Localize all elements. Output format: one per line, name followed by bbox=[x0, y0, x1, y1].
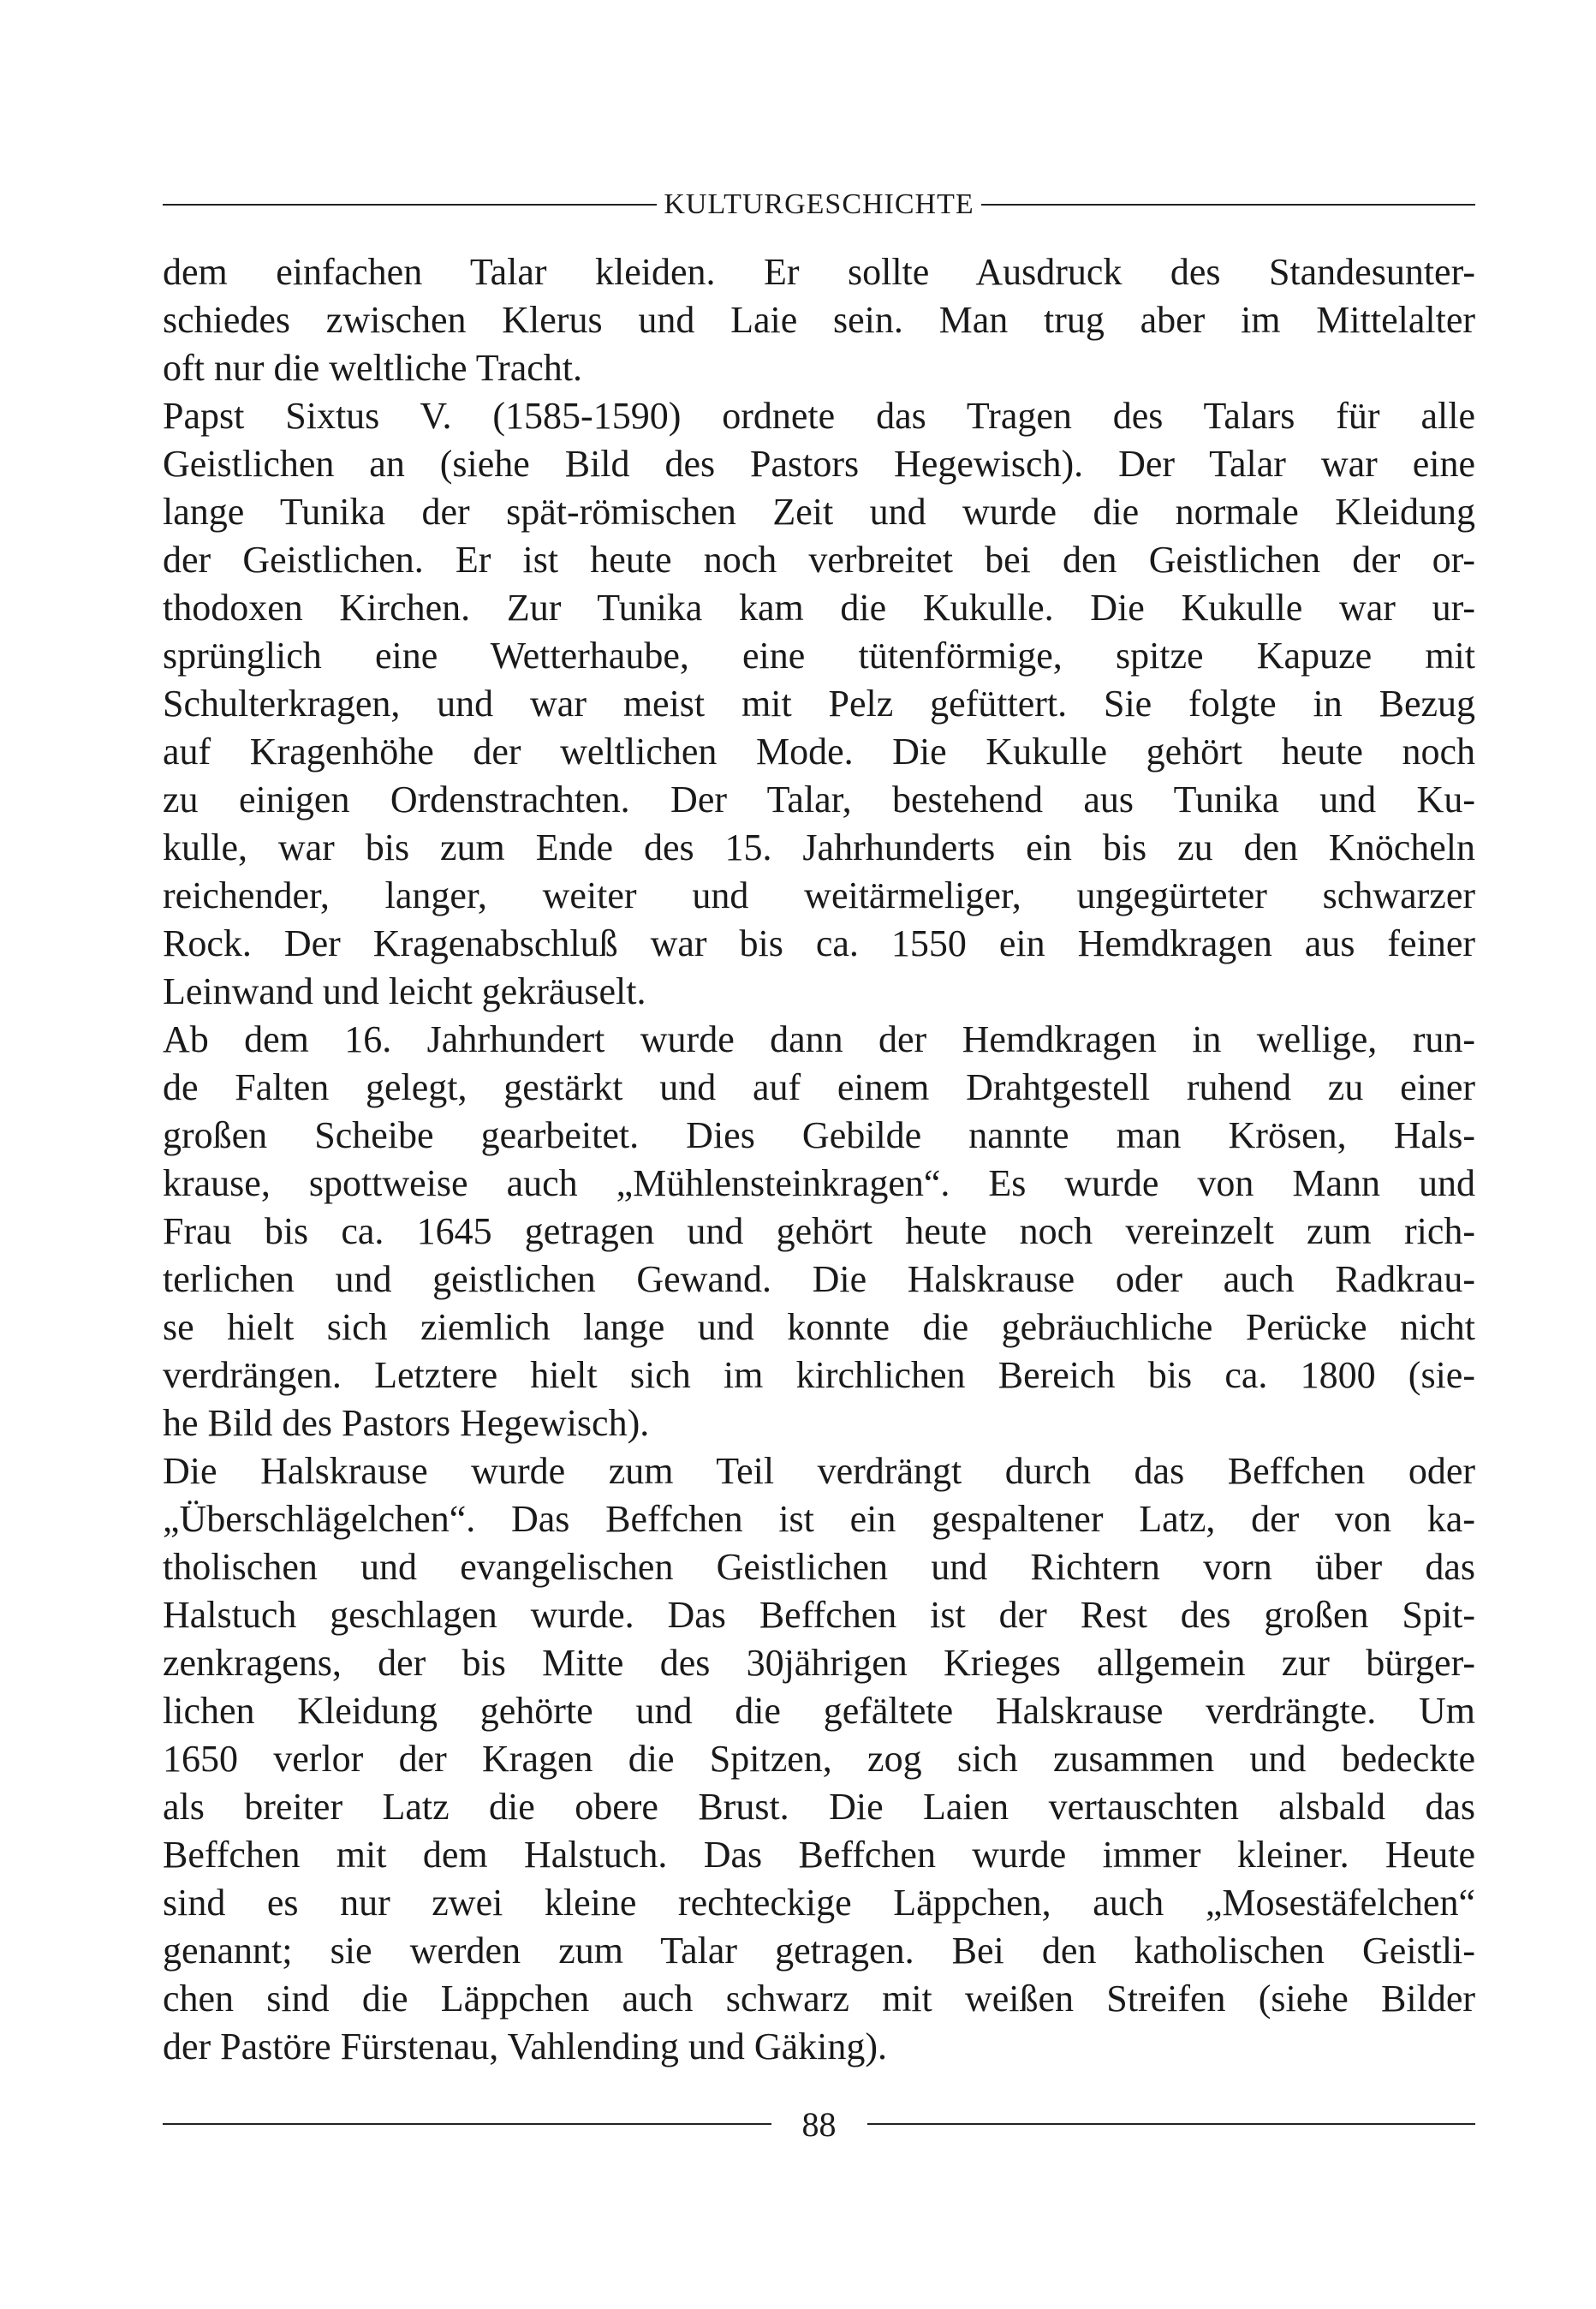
text-line: als breiter Latz die obere Brust. Die Laien vertauschten alsbald das bbox=[163, 1786, 1475, 1828]
text-line: „Überschlägelchen“. Das Beffchen ist ein gespaltener Latz, der von ka- bbox=[163, 1498, 1475, 1540]
footer-rule-left bbox=[163, 2123, 771, 2125]
text-line: dem einfachen Talar kleiden. Er sollte Ausdruck des Standesunter- bbox=[163, 251, 1475, 293]
paragraph-4 bbox=[163, 1447, 1475, 2071]
text-line: Ab dem 16. Jahrhundert wurde dann der Hemdkragen in wellige, run- bbox=[163, 1018, 1475, 1060]
text-line: der Pastöre Fürstenau, Vahlending und Gäking). bbox=[163, 2026, 888, 2067]
body-text bbox=[163, 248, 1475, 2071]
text-line: genannt; sie werden zum Talar getragen. Bei den katholischen Geistli- bbox=[163, 1930, 1475, 1972]
text-line: auf Kragenhöhe der weltlichen Mode. Die Kukulle gehört heute noch bbox=[163, 731, 1475, 773]
text-line: zenkragens, der bis Mitte des 30jährigen Krieges allgemein zur bürger- bbox=[163, 1642, 1475, 1684]
text-line: oft nur die weltliche Tracht. bbox=[163, 347, 583, 389]
text-line: terlichen und geistlichen Gewand. Die Halskrause oder auch Radkrau- bbox=[163, 1258, 1475, 1300]
text-line: Frau bis ca. 1645 getragen und gehört heute noch vereinzelt zum rich- bbox=[163, 1210, 1475, 1252]
text-line: Schulterkragen, und war meist mit Pelz gefüttert. Sie folgte in Bezug bbox=[163, 683, 1475, 725]
header-rule-right bbox=[981, 204, 1475, 206]
text-line: thodoxen Kirchen. Zur Tunika kam die Kukulle. Die Kukulle war ur- bbox=[163, 587, 1475, 629]
running-header bbox=[163, 182, 1475, 227]
text-line: sind es nur zwei kleine rechteckige Läppchen, auch „Mosestäfelchen“ bbox=[163, 1882, 1475, 1924]
text-line: he Bild des Pastors Hegewisch). bbox=[163, 1402, 650, 1444]
paragraph-1 bbox=[163, 248, 1475, 392]
text-line: Beffchen mit dem Halstuch. Das Beffchen wurde immer kleiner. Heute bbox=[163, 1834, 1475, 1876]
text-line: Papst Sixtus V. (1585-1590) ordnete das Tragen des Talars für alle bbox=[163, 395, 1475, 437]
text-line: großen Scheibe gearbeitet. Dies Gebilde nannte man Krösen, Hals- bbox=[163, 1114, 1475, 1156]
paragraph-3 bbox=[163, 1016, 1475, 1447]
text-line: der Geistlichen. Er ist heute noch verbreitet bei den Geistlichen der or- bbox=[163, 539, 1475, 581]
text-line: lange Tunika der spät-römischen Zeit und wurde die normale Kleidung bbox=[163, 491, 1475, 533]
text-line: reichender, langer, weiter und weitärmeliger, ungegürteter schwarzer bbox=[163, 874, 1475, 916]
text-line: sprünglich eine Wetterhaube, eine tütenförmige, spitze Kapuze mit bbox=[163, 635, 1475, 677]
page-number: 88 bbox=[801, 2104, 837, 2144]
text-line: Halstuch geschlagen wurde. Das Beffchen ist der Rest des großen Spit- bbox=[163, 1594, 1475, 1636]
header-rule-left bbox=[163, 204, 657, 206]
text-line: lichen Kleidung gehörte und die gefältete Halskrause verdrängte. Um bbox=[163, 1690, 1475, 1732]
text-line: krause, spottweise auch „Mühlensteinkragen“. Es wurde von Mann und bbox=[163, 1162, 1475, 1204]
text-line: kulle, war bis zum Ende des 15. Jahrhunderts ein bis zu den Knöcheln bbox=[163, 826, 1475, 868]
text-line: verdrängen. Letztere hielt sich im kirchlichen Bereich bis ca. 1800 (sie- bbox=[163, 1354, 1475, 1396]
page-footer bbox=[163, 2100, 1475, 2148]
paragraph-2 bbox=[163, 392, 1475, 1016]
text-line: zu einigen Ordenstrachten. Der Talar, bestehend aus Tunika und Ku- bbox=[163, 779, 1475, 820]
footer-rule-right bbox=[867, 2123, 1476, 2125]
text-line: chen sind die Läppchen auch schwarz mit weißen Streifen (siehe Bilder bbox=[163, 1978, 1475, 2020]
text-line: se hielt sich ziemlich lange und konnte die gebräuchliche Perücke nicht bbox=[163, 1306, 1475, 1348]
text-line: 1650 verlor der Kragen die Spitzen, zog sich zusammen und bedeckte bbox=[163, 1738, 1475, 1780]
running-header-title: KULTURGESCHICHTE bbox=[664, 188, 974, 220]
text-line: Leinwand und leicht gekräuselt. bbox=[163, 970, 646, 1012]
text-line: de Falten gelegt, gestärkt und auf einem Drahtgestell ruhend zu einer bbox=[163, 1066, 1475, 1108]
text-line: Rock. Der Kragenabschluß war bis ca. 1550 ein Hemdkragen aus feiner bbox=[163, 922, 1475, 964]
text-line: tholischen und evangelischen Geistlichen und Richtern vorn über das bbox=[163, 1546, 1475, 1588]
text-line: Geistlichen an (siehe Bild des Pastors Hegewisch). Der Talar war eine bbox=[163, 443, 1475, 485]
text-line: schiedes zwischen Klerus und Laie sein. Man trug aber im Mittelalter bbox=[163, 299, 1475, 341]
text-line: Die Halskrause wurde zum Teil verdrängt durch das Beffchen oder bbox=[163, 1450, 1475, 1492]
